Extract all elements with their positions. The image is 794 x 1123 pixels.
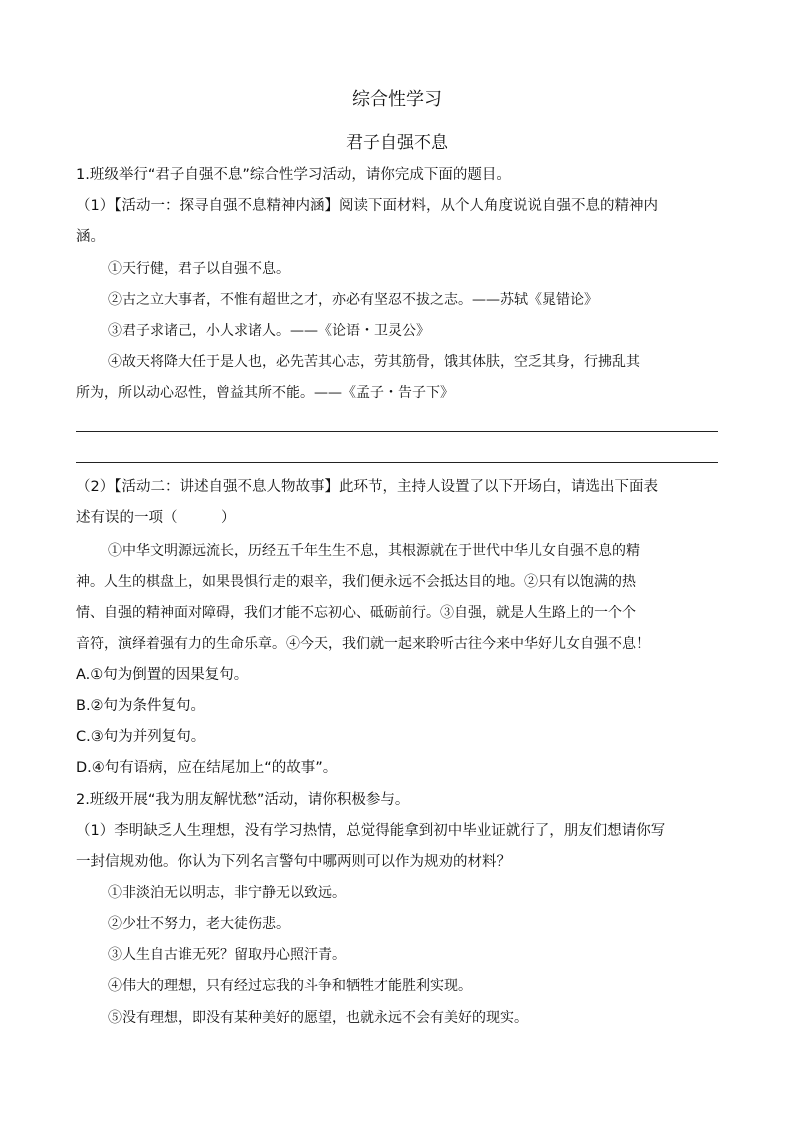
- answer-line-2: [76, 462, 718, 463]
- page-title: 综合性学习: [352, 89, 442, 110]
- q1-part2-prompt-line1: （2）【活动二：讲述自强不息人物故事】此环节，主持人设置了以下开场白，请选出下面表: [76, 479, 658, 495]
- passage-line-2: 神。人生的棋盘上，如果畏惧行走的艰辛，我们便永远不会抵达目的地。②只有以饱满的热: [76, 574, 636, 590]
- option-a: A.①句为倒置的因果复句。: [76, 667, 249, 683]
- q2-quote-5: ⑤没有理想，即没有某种美好的愿望，也就永远不会有美好的现实。: [108, 1010, 528, 1026]
- q1-part1-prompt-line1: （1）【活动一：探寻自强不息精神内涵】阅读下面材料，从个人角度说说自强不息的精神内: [76, 198, 658, 214]
- passage-line-3: 情、自强的精神面对障碍，我们才能不忘初心、砥砺前行。③自强，就是人生路上的一个个: [76, 605, 636, 621]
- q2-quote-4: ④伟大的理想，只有经过忘我的斗争和牺牲才能胜利实现。: [108, 978, 472, 994]
- q2-quote-2: ②少壮不努力，老大徒伤悲。: [108, 916, 290, 932]
- question-1-stem: 1.班级举行“君子自强不息”综合性学习活动，请你完成下面的题目。: [76, 167, 511, 183]
- q1-quote-4-line1: ④故天将降大任于是人也，必先苦其心志，劳其筋骨，饿其体肤，空乏其身，行拂乱其: [108, 354, 640, 370]
- q2-quote-1: ①非淡泊无以明志，非宁静无以致远。: [108, 885, 346, 901]
- q2-quote-3: ③人生自古谁无死？留取丹心照汗青。: [108, 947, 346, 963]
- q1-part1-prompt-line2: 涵。: [76, 229, 105, 245]
- passage-line-4: 音符，演绎着强有力的生命乐章。④今天，我们就一起来聆听古往今来中华好儿女自强不息！: [76, 636, 650, 652]
- q2-part1-prompt-line1: （1）李明缺乏人生理想，没有学习热情，总觉得能拿到初中毕业证就行了，朋友们想请你写: [76, 823, 666, 839]
- option-d: D.④句有语病，应在结尾加上“的故事”。: [76, 760, 338, 776]
- option-b: B.②句为条件复句。: [76, 698, 206, 714]
- q1-quote-1: ①天行健，君子以自强不息。: [108, 261, 290, 277]
- q1-quote-4-line2: 所为，所以动心忍性，曾益其所不能。——《孟子・告子下》: [76, 385, 454, 401]
- q1-quote-2: ②古之立大事者，不惟有超世之才，亦必有坚忍不拔之志。——苏轼《晁错论》: [108, 292, 598, 308]
- q1-part2-prompt-line2: 述有误的一项（ ）: [76, 510, 236, 526]
- page-subtitle: 君子自强不息: [346, 133, 448, 153]
- q2-part1-prompt-line2: 一封信规劝他。你认为下列名言警句中哪两则可以作为规劝的材料？: [76, 854, 511, 870]
- passage-line-1: ①中华文明源远流长，历经五千年生生不息，其根源就在于世代中华儿女自强不息的精: [108, 543, 640, 559]
- option-c: C.③句为并列复句。: [76, 729, 206, 745]
- q1-quote-3: ③君子求诸己，小人求诸人。——《论语・卫灵公》: [108, 323, 430, 339]
- question-2-stem: 2.班级开展“我为朋友解忧愁”活动，请你积极参与。: [76, 792, 410, 808]
- answer-line-1: [76, 431, 718, 432]
